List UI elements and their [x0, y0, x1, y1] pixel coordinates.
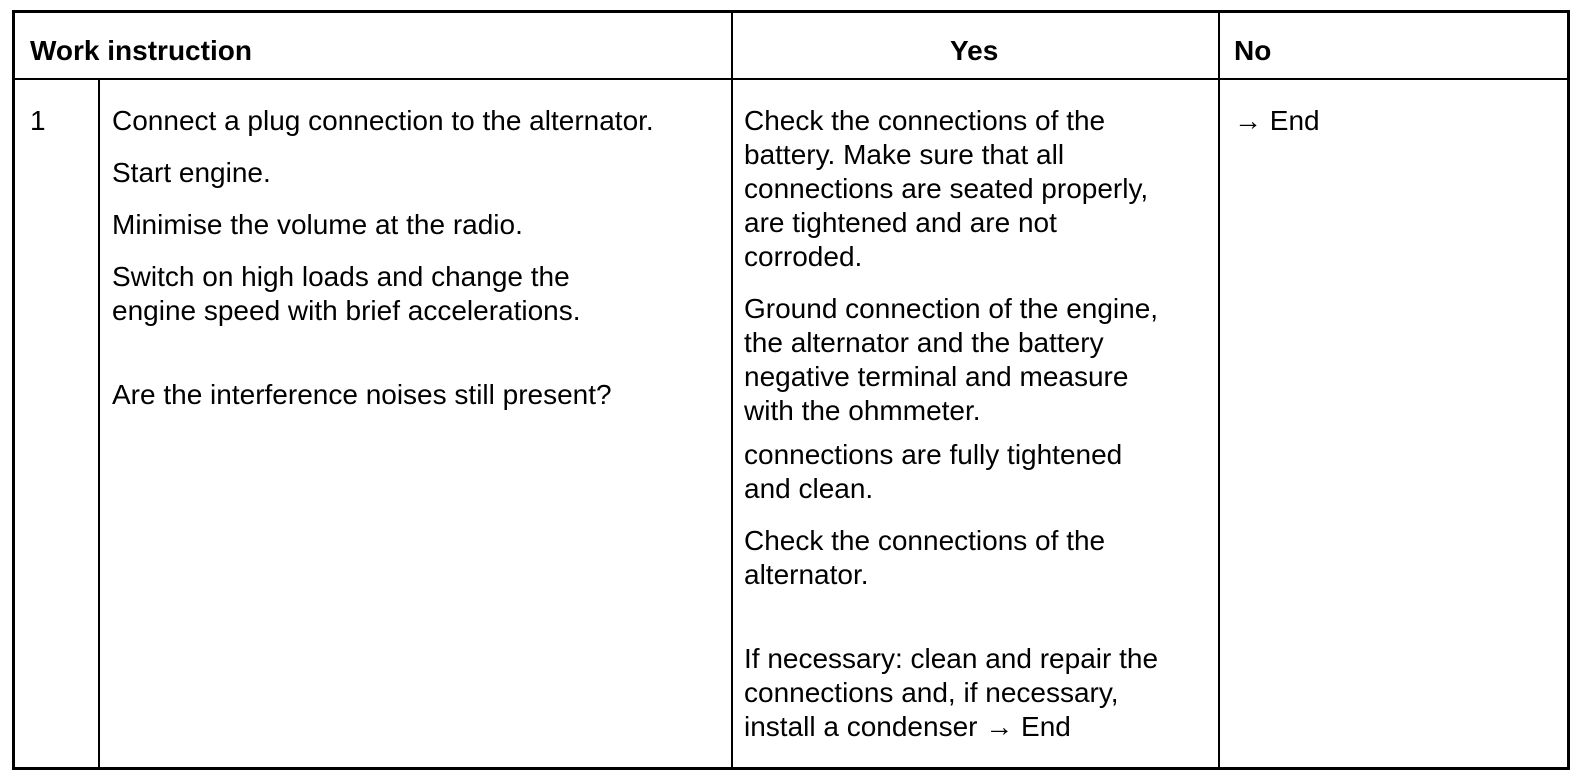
instruction-line: Minimise the volume at the radio.	[112, 209, 523, 240]
yes-line: Check the connections of the	[744, 525, 1106, 556]
header-yes: Yes	[950, 35, 999, 66]
yes-line: Check the connections of the	[744, 105, 1106, 136]
yes-line: are tightened and are not	[744, 207, 1057, 238]
instruction-question: Are the interference noises still present?	[112, 379, 612, 410]
yes-line: and clean.	[744, 473, 874, 504]
yes-column-left-divider	[731, 10, 733, 770]
yes-line: the alternator and the battery	[744, 327, 1104, 358]
yes-line: alternator.	[744, 559, 869, 590]
yes-line: connections and, if necessary,	[744, 677, 1119, 708]
header-no: No	[1234, 35, 1272, 66]
yes-line: negative terminal and measure	[744, 361, 1129, 392]
no-result: → End	[1234, 105, 1320, 136]
instruction-line: Start engine.	[112, 157, 271, 188]
instruction-line: Connect a plug connection to the alternator.	[112, 105, 654, 136]
step-number: 1	[30, 105, 46, 136]
yes-line: Ground connection of the engine,	[744, 293, 1159, 324]
yes-line: with the ohmmeter.	[744, 395, 981, 426]
header-divider	[12, 78, 1570, 80]
header-work-instruction: Work instruction	[30, 35, 252, 66]
yes-line: connections are seated properly,	[744, 173, 1149, 204]
instruction-line: engine speed with brief accelerations.	[112, 295, 581, 326]
yes-line: corroded.	[744, 241, 863, 272]
yes-line: battery. Make sure that all	[744, 139, 1065, 170]
instruction-line: Switch on high loads and change the	[112, 261, 570, 292]
step-column-divider	[98, 80, 100, 770]
yes-line: install a condenser → End	[744, 711, 1071, 742]
no-column-left-divider	[1218, 10, 1220, 770]
yes-line: If necessary: clean and repair the	[744, 643, 1159, 674]
yes-line: connections are fully tightened	[744, 439, 1123, 470]
